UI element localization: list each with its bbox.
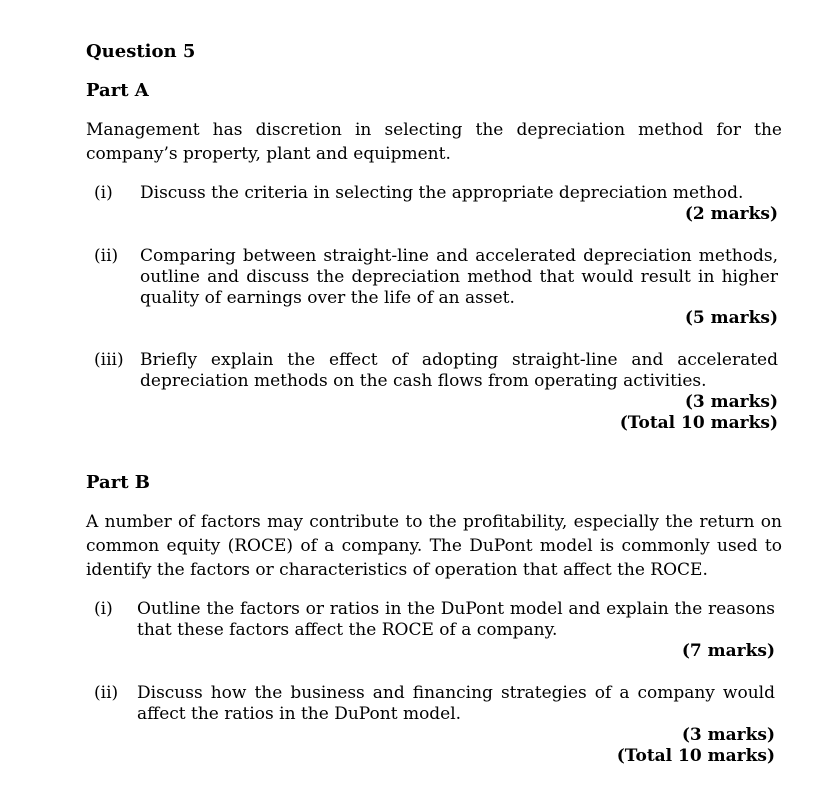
part-a-item-3-number: (iii): [94, 350, 124, 370]
part-a-item-3-text: Briefly explain the effect of adopting straight-line and accelerated depreciation methods on the cash flows from operating activities.: [140, 350, 778, 391]
part-b-title: Part B: [86, 472, 150, 493]
part-a-item-2-number: (ii): [94, 246, 119, 266]
part-a-item-1-number: (i): [94, 183, 113, 203]
part-b-item-1-text: Outline the factors or ratios in the DuPont model and explain the reasons that these factors affect the ROCE of a company.: [137, 599, 775, 640]
part-a-total-marks: (Total 10 marks): [619, 413, 778, 433]
part-a-item-1-text: Discuss the criteria in selecting the appropriate depreciation method.: [140, 183, 744, 203]
part-b-item-2-text: Discuss how the business and financing strategies of a company would affect the ratios in the DuPont model.: [137, 683, 775, 724]
part-a-item-2-marks: (5 marks): [684, 308, 778, 328]
question-title: Question 5: [86, 41, 196, 62]
part-a-item-2-text: Comparing between straight-line and accelerated depreciation methods, outline and discuss the depreciation method that would result in higher quality of earnings over the life of an asset.: [140, 246, 778, 308]
part-b-total-marks: (Total 10 marks): [616, 746, 775, 766]
part-b-item-1-number: (i): [94, 599, 113, 619]
part-a-intro: Management has discretion in selecting the depreciation method for the company’s property, plant and equipment.: [86, 120, 782, 164]
part-a-item-1-marks: (2 marks): [684, 204, 778, 224]
part-b-intro: A number of factors may contribute to the profitability, especially the return on common equity (ROCE) of a company. The DuPont model is commonly used to identify the factors or characteristics of operation that affect the ROCE.: [86, 512, 782, 580]
part-b-item-2-marks: (3 marks): [681, 725, 775, 745]
part-b-item-2-number: (ii): [94, 683, 119, 703]
part-a-item-3-marks: (3 marks): [684, 392, 778, 412]
part-b-item-1-marks: (7 marks): [681, 641, 775, 661]
part-a-title: Part A: [86, 80, 149, 101]
